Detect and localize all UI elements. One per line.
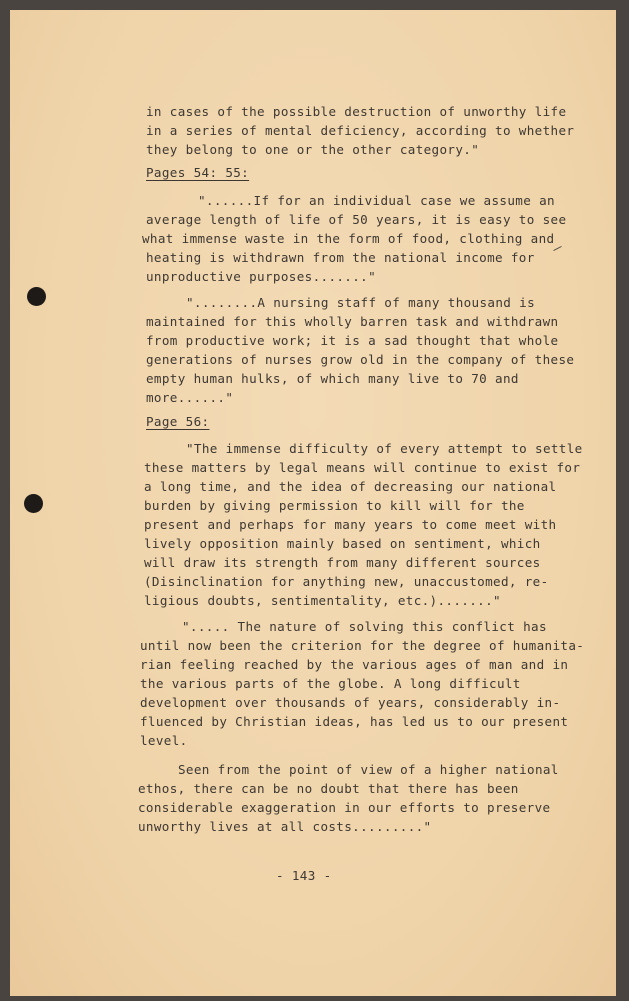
text-line: maintained for this wholly barren task and withdrawn xyxy=(146,314,559,329)
text-line: present and perhaps for many years to come meet with xyxy=(144,517,557,532)
text-line: will draw its strength from many different sources xyxy=(144,555,541,570)
text-line: unworthy lives at all costs........." xyxy=(138,819,432,834)
text-line: a long time, and the idea of decreasing our national xyxy=(144,479,557,494)
text-line: (Disinclination for anything new, unaccustomed, re- xyxy=(144,574,549,589)
text-line: considerable exaggeration in our efforts to preserve xyxy=(138,800,551,815)
text-line: until now been the criterion for the degree of humanita- xyxy=(140,638,585,653)
text-line: from productive work; it is a sad thought that whole xyxy=(146,333,559,348)
text-line: empty human hulks, of which many live to 70 and xyxy=(146,371,519,386)
text-line: development over thousands of years, considerably in- xyxy=(140,695,561,710)
text-line: lively opposition mainly based on sentiment, which xyxy=(144,536,541,551)
text-line: "The immense difficulty of every attempt to settle xyxy=(186,441,583,456)
text-line: rian feeling reached by the various ages of man and in xyxy=(140,657,569,672)
text-line: in cases of the possible destruction of unworthy life xyxy=(146,104,567,119)
text-line: heating is withdrawn from the national income for xyxy=(146,250,535,265)
text-line: the various parts of the globe. A long difficult xyxy=(140,676,521,691)
text-line: "..... The nature of solving this conflict has xyxy=(182,619,547,634)
text-line: more......" xyxy=(146,390,234,405)
text-line: Seen from the point of view of a higher national xyxy=(178,762,559,777)
text-line: ligious doubts, sentimentality, etc.)......." xyxy=(144,593,501,608)
text-line: unproductive purposes......." xyxy=(146,269,377,284)
text-line: they belong to one or the other category." xyxy=(146,142,480,157)
text-line: average length of life of 50 years, it is easy to see xyxy=(146,212,567,227)
text-line: "......If for an individual case we assume an xyxy=(198,193,555,208)
text-line: in a series of mental deficiency, according to whether xyxy=(146,123,575,138)
text-line: generations of nurses grow old in the company of these xyxy=(146,352,575,367)
text-line: ethos, there can be no doubt that there has been xyxy=(138,781,519,796)
punch-hole-top xyxy=(27,287,46,306)
text-line: level. xyxy=(140,733,188,748)
section-heading: Pages 54: 55: xyxy=(146,165,250,180)
text-line: what immense waste in the form of food, clothing and xyxy=(142,231,555,246)
text-line: these matters by legal means will continue to exist for xyxy=(144,460,581,475)
punch-hole-bottom xyxy=(24,494,43,513)
section-heading: Page 56: xyxy=(146,414,210,429)
text-line: fluenced by Christian ideas, has led us to our present xyxy=(140,714,569,729)
text-line: burden by giving permission to kill will for the xyxy=(144,498,525,513)
text-line: "........A nursing staff of many thousand is xyxy=(186,295,536,310)
page-number: - 143 - xyxy=(276,868,332,883)
